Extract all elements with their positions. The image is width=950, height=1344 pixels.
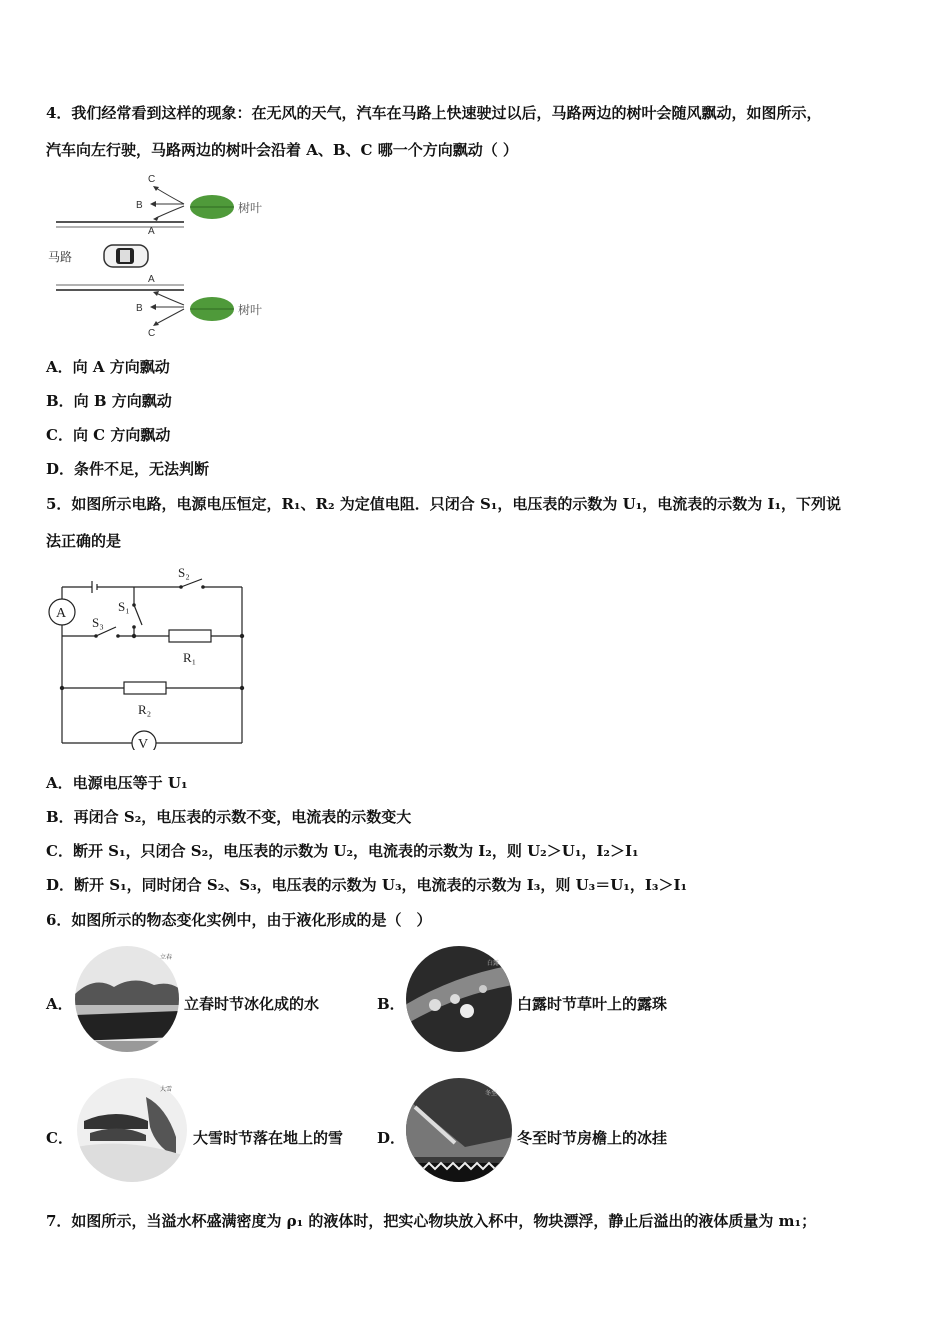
q6-photo-b (405, 945, 513, 1053)
q6-photo-c (76, 1077, 188, 1183)
q6-option-c-text: 大雪时节落在地上的雪 (193, 1129, 344, 1147)
label-top-a: A (148, 226, 155, 237)
top-arrows (154, 188, 184, 218)
s3-label: S₃ (92, 615, 104, 630)
q6-option-b-text: 白露时节草叶上的露珠 (517, 995, 668, 1013)
q6-photo-a-tag: 立春 (160, 954, 173, 961)
bottom-arrows (154, 293, 184, 324)
q4-road-figure (44, 170, 284, 345)
leaf-bottom-icon (190, 297, 234, 321)
q5-option-c: C．断开 S₁，只闭合 S₂，电压表的示数为 U₂，电流表的示数为 I₂，则 U₂＞U₁，I₂＞I₁ (46, 842, 639, 860)
s2-label: S₂ (178, 565, 190, 580)
ammeter-icon (49, 599, 75, 625)
road-label: 马路 (48, 250, 73, 264)
q6-photo-d-tag: 冬至 (485, 1090, 498, 1097)
q6-photo-d (405, 1077, 513, 1183)
q6-option-c-letter: C． (46, 1129, 73, 1147)
label-bottom-a: A (148, 274, 155, 285)
q7-stem-line1: 7．如图所示，当溢水杯盛满密度为 ρ₁ 的液体时，把实心物块放入杯中，物块漂浮，静止后溢出的液体质量为 m₁； (46, 1212, 817, 1230)
q5-option-a: A．电源电压等于 U₁ (46, 774, 188, 792)
svg-text:V: V (138, 737, 149, 750)
r1-label: R₁ (183, 650, 197, 665)
q5-circuit-diagram (44, 565, 254, 750)
q6-option-a-letter: A． (46, 995, 73, 1013)
car-icon (104, 245, 148, 267)
q4-option-d: D．条件不足，无法判断 (46, 460, 210, 478)
q6-photo-a (74, 945, 180, 1053)
q4-option-c: C．向 C 方向飘动 (46, 426, 171, 444)
q5-option-b: B．再闭合 S₂，电压表的示数不变，电流表的示数变大 (46, 808, 412, 826)
q6-option-a-text: 立春时节冰化成的水 (184, 995, 320, 1013)
r2-label: R₂ (138, 702, 152, 717)
s1-label: S₁ (118, 599, 130, 614)
leaf-top-icon (190, 195, 234, 219)
leaf-label-top: 树叶 (238, 201, 263, 215)
q4-option-a: A．向 A 方向飘动 (46, 358, 170, 376)
label-top-b: B (136, 200, 143, 211)
voltmeter-icon (132, 731, 156, 750)
q6-option-b-letter: B． (377, 995, 405, 1013)
q5-stem-line2: 法正确的是 (46, 532, 122, 550)
q4-stem-line1: 4．我们经常看到这样的现象：在无风的天气，汽车在马路上快速驶过以后，马路两边的树叶会随风飘动，如图所示， (46, 104, 822, 122)
q6-stem: 6．如图所示的物态变化实例中，由于液化形成的是（ ） (46, 911, 432, 929)
q4-option-b: B．向 B 方向飘动 (46, 392, 172, 410)
q6-photo-b-tag: 白露 (487, 960, 500, 967)
label-bottom-c: C (148, 328, 156, 339)
q6-option-d-letter: D． (377, 1129, 406, 1147)
q5-option-d: D．断开 S₁，同时闭合 S₂、S₃，电压表的示数为 U₃，电流表的示数为 I₃，则 U₃＝U₁，I₃＞I₁ (46, 876, 688, 894)
q4-stem-line2: 汽车向左行驶，马路两边的树叶会沿着 A、B、C 哪一个方向飘动（ ） (46, 141, 518, 159)
q6-option-d-text: 冬至时节房檐上的冰挂 (517, 1129, 668, 1147)
label-bottom-b: B (136, 303, 143, 314)
q6-photo-c-tag: 大雪 (160, 1086, 173, 1093)
svg-text:A: A (56, 606, 67, 621)
leaf-label-bottom: 树叶 (238, 303, 263, 317)
label-top-c: C (148, 174, 156, 185)
q5-stem-line1: 5．如图所示电路，电源电压恒定，R₁、R₂ 为定值电阻．只闭合 S₁，电压表的示数为 U₁，电流表的示数为 I₁，下列说 (46, 495, 842, 513)
